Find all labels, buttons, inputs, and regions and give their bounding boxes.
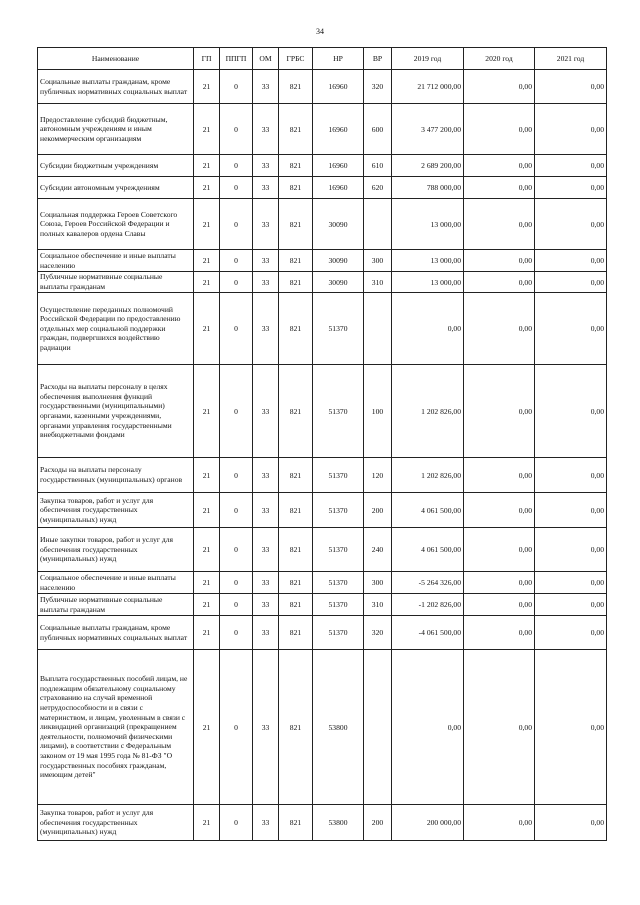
cell-vr: 600 bbox=[364, 104, 392, 155]
table-row bbox=[38, 250, 607, 272]
cell-y2019: 13 000,00 bbox=[392, 199, 464, 250]
cell-vr: 240 bbox=[364, 528, 392, 572]
cell-name: Социальная поддержка Героев Советского Союза, Героев Российской Федерации и полных кавалеров ордена Славы bbox=[38, 199, 194, 250]
cell-name: Социальные выплаты гражданам, кроме публичных нормативных социальных выплат bbox=[38, 70, 194, 104]
cell-nr: 51370 bbox=[313, 458, 364, 493]
cell-vr: 320 bbox=[364, 616, 392, 650]
table-row bbox=[38, 177, 607, 199]
cell-vr: 620 bbox=[364, 177, 392, 199]
table-row bbox=[38, 650, 607, 805]
cell-vr: 310 bbox=[364, 594, 392, 616]
cell-y2019: 2 689 200,00 bbox=[392, 155, 464, 177]
cell-y2020: 0,00 bbox=[464, 272, 535, 293]
cell-ppgp: 0 bbox=[220, 155, 253, 177]
cell-om: 33 bbox=[253, 805, 279, 841]
cell-grbs: 821 bbox=[279, 616, 313, 650]
cell-y2021: 0,00 bbox=[535, 458, 607, 493]
cell-om: 33 bbox=[253, 70, 279, 104]
cell-name: Выплата государственных пособий лицам, не подлежащим обязательному социальному страхованию на случай временной нетрудоспособности и в связи с материнством, и лицам, уволенным в связи с ликвидацией организаций (прекращением деятельности, полномочий физическими лицами), в соответствии с Федеральным законом от 19 мая 1995 года № 81-ФЗ "О государственных пособиях гражданам, имеющим детей" bbox=[38, 650, 194, 805]
cell-name: Социальные выплаты гражданам, кроме публичных нормативных социальных выплат bbox=[38, 616, 194, 650]
cell-grbs: 821 bbox=[279, 70, 313, 104]
cell-y2019: -1 202 826,00 bbox=[392, 594, 464, 616]
cell-om: 33 bbox=[253, 528, 279, 572]
cell-y2021: 0,00 bbox=[535, 293, 607, 365]
cell-gp: 21 bbox=[194, 528, 220, 572]
table-row bbox=[38, 293, 607, 365]
cell-ppgp: 0 bbox=[220, 177, 253, 199]
cell-gp: 21 bbox=[194, 572, 220, 594]
table-row bbox=[38, 594, 607, 616]
cell-om: 33 bbox=[253, 272, 279, 293]
cell-y2020: 0,00 bbox=[464, 572, 535, 594]
cell-grbs: 821 bbox=[279, 199, 313, 250]
cell-vr: 610 bbox=[364, 155, 392, 177]
cell-ppgp: 0 bbox=[220, 493, 253, 528]
cell-y2019: 3 477 200,00 bbox=[392, 104, 464, 155]
cell-gp: 21 bbox=[194, 458, 220, 493]
cell-y2021: 0,00 bbox=[535, 104, 607, 155]
cell-gp: 21 bbox=[194, 594, 220, 616]
cell-y2021: 0,00 bbox=[535, 199, 607, 250]
cell-y2021: 0,00 bbox=[535, 365, 607, 458]
cell-y2020: 0,00 bbox=[464, 616, 535, 650]
cell-ppgp: 0 bbox=[220, 70, 253, 104]
cell-nr: 16960 bbox=[313, 155, 364, 177]
cell-nr: 30090 bbox=[313, 272, 364, 293]
table-row bbox=[38, 528, 607, 572]
cell-grbs: 821 bbox=[279, 650, 313, 805]
cell-y2021: 0,00 bbox=[535, 805, 607, 841]
cell-y2020: 0,00 bbox=[464, 528, 535, 572]
cell-y2019: -4 061 500,00 bbox=[392, 616, 464, 650]
cell-y2020: 0,00 bbox=[464, 594, 535, 616]
cell-om: 33 bbox=[253, 458, 279, 493]
header-nr: НР bbox=[313, 48, 364, 70]
table-row bbox=[38, 458, 607, 493]
cell-y2021: 0,00 bbox=[535, 272, 607, 293]
cell-nr: 51370 bbox=[313, 293, 364, 365]
cell-y2019: 13 000,00 bbox=[392, 272, 464, 293]
cell-nr: 51370 bbox=[313, 365, 364, 458]
header-2020: 2020 год bbox=[464, 48, 535, 70]
cell-y2020: 0,00 bbox=[464, 104, 535, 155]
table-row bbox=[38, 493, 607, 528]
header-grbs: ГРБС bbox=[279, 48, 313, 70]
cell-y2021: 0,00 bbox=[535, 650, 607, 805]
cell-grbs: 821 bbox=[279, 177, 313, 199]
cell-y2021: 0,00 bbox=[535, 528, 607, 572]
cell-y2019: 4 061 500,00 bbox=[392, 528, 464, 572]
cell-y2019: 1 202 826,00 bbox=[392, 458, 464, 493]
cell-y2019: -5 264 326,00 bbox=[392, 572, 464, 594]
cell-ppgp: 0 bbox=[220, 805, 253, 841]
table-row bbox=[38, 365, 607, 458]
header-2021: 2021 год bbox=[535, 48, 607, 70]
cell-vr bbox=[364, 199, 392, 250]
cell-y2021: 0,00 bbox=[535, 177, 607, 199]
table-row bbox=[38, 104, 607, 155]
cell-gp: 21 bbox=[194, 199, 220, 250]
cell-grbs: 821 bbox=[279, 458, 313, 493]
cell-grbs: 821 bbox=[279, 528, 313, 572]
cell-vr bbox=[364, 650, 392, 805]
cell-ppgp: 0 bbox=[220, 104, 253, 155]
cell-nr: 16960 bbox=[313, 70, 364, 104]
cell-nr: 51370 bbox=[313, 528, 364, 572]
cell-nr: 30090 bbox=[313, 250, 364, 272]
cell-nr: 30090 bbox=[313, 199, 364, 250]
cell-gp: 21 bbox=[194, 493, 220, 528]
budget-table bbox=[37, 47, 607, 841]
cell-ppgp: 0 bbox=[220, 293, 253, 365]
cell-y2021: 0,00 bbox=[535, 70, 607, 104]
cell-y2019: 21 712 000,00 bbox=[392, 70, 464, 104]
cell-ppgp: 0 bbox=[220, 199, 253, 250]
cell-name: Закупка товаров, работ и услуг для обеспечения государственных (муниципальных) нужд bbox=[38, 493, 194, 528]
cell-ppgp: 0 bbox=[220, 650, 253, 805]
cell-nr: 51370 bbox=[313, 572, 364, 594]
cell-y2021: 0,00 bbox=[535, 616, 607, 650]
cell-gp: 21 bbox=[194, 365, 220, 458]
header-vr: ВР bbox=[364, 48, 392, 70]
cell-y2021: 0,00 bbox=[535, 493, 607, 528]
cell-y2019: 788 000,00 bbox=[392, 177, 464, 199]
cell-name: Публичные нормативные социальные выплаты гражданам bbox=[38, 272, 194, 293]
cell-gp: 21 bbox=[194, 616, 220, 650]
cell-name: Социальное обеспечение и иные выплаты населению bbox=[38, 572, 194, 594]
header-name: Наименование bbox=[38, 48, 194, 70]
cell-name: Субсидии бюджетным учреждениям bbox=[38, 155, 194, 177]
cell-om: 33 bbox=[253, 493, 279, 528]
cell-gp: 21 bbox=[194, 250, 220, 272]
table-header-row bbox=[38, 48, 607, 70]
cell-nr: 51370 bbox=[313, 616, 364, 650]
cell-ppgp: 0 bbox=[220, 365, 253, 458]
cell-y2020: 0,00 bbox=[464, 250, 535, 272]
cell-vr: 200 bbox=[364, 805, 392, 841]
cell-y2019: 0,00 bbox=[392, 650, 464, 805]
cell-y2020: 0,00 bbox=[464, 155, 535, 177]
cell-y2020: 0,00 bbox=[464, 650, 535, 805]
cell-name: Предоставление субсидий бюджетным, автономным учреждениям и иным некоммерческим организациям bbox=[38, 104, 194, 155]
cell-grbs: 821 bbox=[279, 572, 313, 594]
cell-vr: 120 bbox=[364, 458, 392, 493]
cell-nr: 53800 bbox=[313, 805, 364, 841]
cell-om: 33 bbox=[253, 594, 279, 616]
cell-om: 33 bbox=[253, 650, 279, 805]
cell-ppgp: 0 bbox=[220, 528, 253, 572]
cell-grbs: 821 bbox=[279, 272, 313, 293]
cell-ppgp: 0 bbox=[220, 272, 253, 293]
cell-gp: 21 bbox=[194, 104, 220, 155]
cell-y2020: 0,00 bbox=[464, 293, 535, 365]
cell-om: 33 bbox=[253, 155, 279, 177]
cell-name: Расходы на выплаты персоналу в целях обеспечения выполнения функций государственными (муниципальными) органами, казенными учреждениями, органами управления государственными внебюджетными фондами bbox=[38, 365, 194, 458]
cell-gp: 21 bbox=[194, 805, 220, 841]
header-ppgp: ППГП bbox=[220, 48, 253, 70]
cell-grbs: 821 bbox=[279, 293, 313, 365]
cell-grbs: 821 bbox=[279, 594, 313, 616]
cell-om: 33 bbox=[253, 616, 279, 650]
cell-vr: 300 bbox=[364, 572, 392, 594]
cell-ppgp: 0 bbox=[220, 572, 253, 594]
cell-name: Осуществление переданных полномочий Российской Федерации по предоставлению отдельных мер социальной поддержки граждан, подвергшихся воздействию радиации bbox=[38, 293, 194, 365]
cell-nr: 51370 bbox=[313, 493, 364, 528]
cell-grbs: 821 bbox=[279, 493, 313, 528]
cell-y2021: 0,00 bbox=[535, 155, 607, 177]
cell-nr: 16960 bbox=[313, 177, 364, 199]
cell-vr: 300 bbox=[364, 250, 392, 272]
cell-y2020: 0,00 bbox=[464, 458, 535, 493]
cell-om: 33 bbox=[253, 177, 279, 199]
cell-gp: 21 bbox=[194, 155, 220, 177]
cell-nr: 51370 bbox=[313, 594, 364, 616]
cell-name: Закупка товаров, работ и услуг для обеспечения государственных (муниципальных) нужд bbox=[38, 805, 194, 841]
cell-grbs: 821 bbox=[279, 155, 313, 177]
header-2019: 2019 год bbox=[392, 48, 464, 70]
cell-y2020: 0,00 bbox=[464, 177, 535, 199]
cell-y2020: 0,00 bbox=[464, 70, 535, 104]
cell-y2020: 0,00 bbox=[464, 493, 535, 528]
cell-om: 33 bbox=[253, 199, 279, 250]
cell-name: Публичные нормативные социальные выплаты гражданам bbox=[38, 594, 194, 616]
cell-gp: 21 bbox=[194, 650, 220, 805]
cell-om: 33 bbox=[253, 293, 279, 365]
cell-y2019: 0,00 bbox=[392, 293, 464, 365]
table-row bbox=[38, 805, 607, 841]
cell-om: 33 bbox=[253, 365, 279, 458]
cell-nr: 16960 bbox=[313, 104, 364, 155]
page-number: 34 bbox=[316, 27, 324, 36]
cell-y2019: 13 000,00 bbox=[392, 250, 464, 272]
cell-om: 33 bbox=[253, 572, 279, 594]
cell-grbs: 821 bbox=[279, 805, 313, 841]
cell-vr: 100 bbox=[364, 365, 392, 458]
cell-gp: 21 bbox=[194, 293, 220, 365]
cell-ppgp: 0 bbox=[220, 616, 253, 650]
header-gp: ГП bbox=[194, 48, 220, 70]
cell-y2021: 0,00 bbox=[535, 250, 607, 272]
cell-y2019: 200 000,00 bbox=[392, 805, 464, 841]
cell-ppgp: 0 bbox=[220, 458, 253, 493]
cell-vr: 200 bbox=[364, 493, 392, 528]
cell-y2021: 0,00 bbox=[535, 572, 607, 594]
cell-om: 33 bbox=[253, 250, 279, 272]
header-om: ОМ bbox=[253, 48, 279, 70]
cell-ppgp: 0 bbox=[220, 594, 253, 616]
table-row bbox=[38, 572, 607, 594]
cell-gp: 21 bbox=[194, 272, 220, 293]
cell-vr bbox=[364, 293, 392, 365]
cell-name: Субсидии автономным учреждениям bbox=[38, 177, 194, 199]
cell-y2020: 0,00 bbox=[464, 365, 535, 458]
cell-nr: 53800 bbox=[313, 650, 364, 805]
cell-name: Социальное обеспечение и иные выплаты населению bbox=[38, 250, 194, 272]
cell-name: Иные закупки товаров, работ и услуг для обеспечения государственных (муниципальных) нужд bbox=[38, 528, 194, 572]
cell-name: Расходы на выплаты персоналу государственных (муниципальных) органов bbox=[38, 458, 194, 493]
cell-om: 33 bbox=[253, 104, 279, 155]
table-row bbox=[38, 199, 607, 250]
cell-y2019: 4 061 500,00 bbox=[392, 493, 464, 528]
cell-gp: 21 bbox=[194, 177, 220, 199]
cell-gp: 21 bbox=[194, 70, 220, 104]
cell-grbs: 821 bbox=[279, 104, 313, 155]
table-row bbox=[38, 616, 607, 650]
table-row bbox=[38, 155, 607, 177]
table-row bbox=[38, 272, 607, 293]
cell-grbs: 821 bbox=[279, 250, 313, 272]
cell-y2020: 0,00 bbox=[464, 805, 535, 841]
cell-ppgp: 0 bbox=[220, 250, 253, 272]
cell-y2019: 1 202 826,00 bbox=[392, 365, 464, 458]
cell-y2021: 0,00 bbox=[535, 594, 607, 616]
cell-grbs: 821 bbox=[279, 365, 313, 458]
cell-vr: 320 bbox=[364, 70, 392, 104]
cell-vr: 310 bbox=[364, 272, 392, 293]
table-row bbox=[38, 70, 607, 104]
cell-y2020: 0,00 bbox=[464, 199, 535, 250]
